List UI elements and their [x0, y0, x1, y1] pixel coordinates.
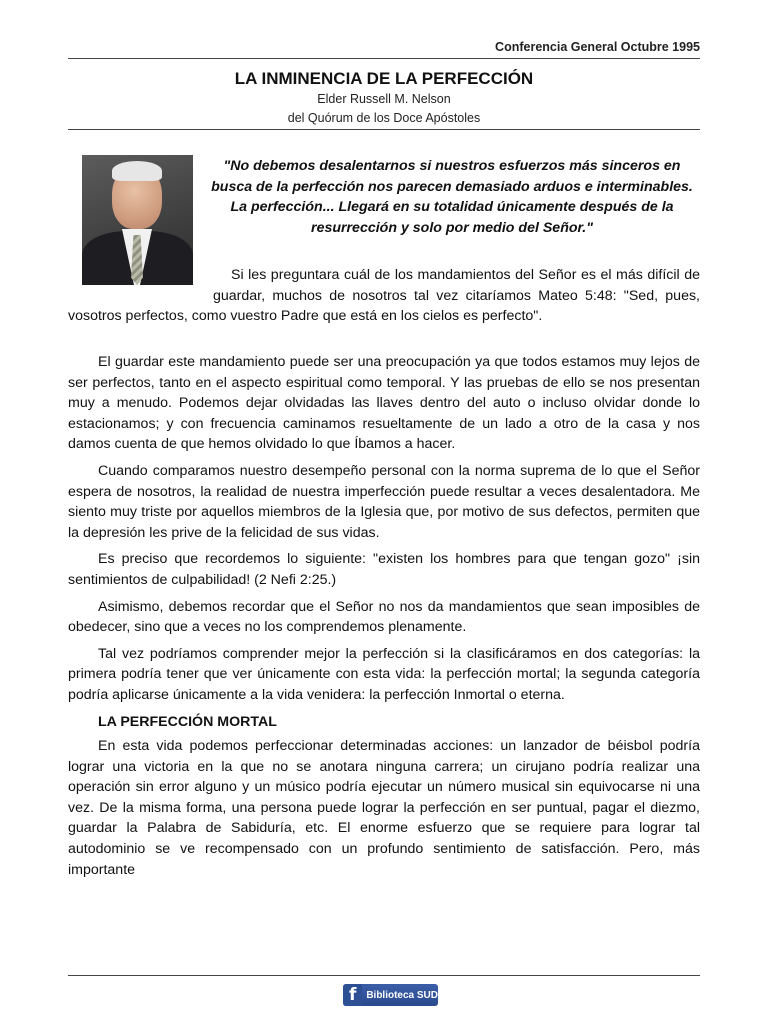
title-block — [68, 68, 700, 128]
portrait-hair — [112, 161, 162, 181]
title-rule — [68, 129, 700, 130]
body-paragraph: El guardar este mandamiento puede ser una preocupación ya que todos estamos muy lejos de ser perfectos, tanto en el aspecto espiritual como temporal. Y las pruebas de ello se nos presentan muy a menudo. Podemos dejar olvidadas las llaves dentro del auto o incluso olvidar donde lo estacionamos; y con frecuencia caminamos resueltamente de un lado a otro de la casa y nos damos cuenta de que hemos olvidado lo que Íbamos a hacer. — [68, 354, 700, 453]
body-paragraph: Cuando comparamos nuestro desempeño personal con la norma suprema de lo que el Señor espera de nosotros, la realidad de nuestra imperfección puede resultar a veces desalentadora. Me siento muy triste por aquellos miembros de la Iglesia que, por motivo de sus defectos, permiten que la depresión les prive de la felicidad de sus vidas. — [68, 462, 700, 541]
facebook-icon: f — [343, 984, 362, 1006]
talk-author: Elder Russell M. Nelson — [317, 92, 451, 106]
pull-quote: "No debemos desalentarnos si nuestros esfuerzos más sinceros en busca de la perfección nos parecen demasiado arduos e interminables. La perfección... Llegará en su totalidad únicamente después de la resurrección y solo por medio del Señor." — [211, 158, 693, 236]
badge-label: Biblioteca SUD — [366, 989, 438, 1001]
talk-calling: del Quórum de los Doce Apóstoles — [287, 111, 481, 125]
talk-title: LA INMINENCIA DE LA PERFECCIÓN — [234, 69, 534, 88]
footer-rule — [68, 975, 700, 976]
section-paragraph: En esta vida podemos perfeccionar determinadas acciones: un lanzador de béisbol podría lograr una victoria en la que no se anotara ninguna carrera; un cirujano podría realizar una operación sin error alguno y un músico podría ejecutar un número musical sin equivocarse ni una vez. De la misma forma, una persona puede lograr la perfección en ser puntual, pagar el diezmo, guardar la Palabra de Sabiduría, etc. El enorme esfuerzo que se requiere para lograr tal autodominio se ve recompensado con un profundo sentimiento de satisfacción. Pero, más importante — [68, 738, 700, 878]
portrait-wrap-spacer — [68, 265, 213, 306]
document-page — [68, 0, 700, 1024]
intro-text: Si les preguntara cuál de los mandamientos del Señor es el más difícil de guardar, muchos de nosotros tal vez citaríamos Mateo 5:48: "Sed, pues, vosotros perfectos, como vuestro Padre que está en los cielos es perfecto". — [68, 267, 700, 325]
article-body — [68, 352, 700, 886]
section-heading: LA PERFECCIÓN MORTAL — [98, 713, 277, 730]
body-paragraph: Es preciso que recordemos lo siguiente: "existen los hombres para que tengan gozo" ¡sin sentimientos de culpabilidad! (2 Nefi 2:25.) — [68, 551, 700, 588]
header-rule — [68, 58, 700, 59]
body-paragraph: Tal vez podríamos comprender mejor la perfección si la clasificáramos en dos categorías: la primera podría tener que ver únicamente con esta vida: la perfección mortal; la segunda categoría podría aplicarse únicamente a la vida venidera: la perfección Inmortal o eterna. — [68, 645, 700, 703]
biblioteca-sud-badge[interactable] — [343, 984, 438, 1006]
body-paragraph: Asimismo, debemos recordar que el Señor no nos da mandamientos que sean imposibles de obedecer, sino que a veces no los comprendemos plenamente. — [68, 598, 700, 636]
conference-header: Conferencia General Octubre 1995 — [495, 40, 700, 54]
intro-paragraph — [68, 265, 700, 327]
